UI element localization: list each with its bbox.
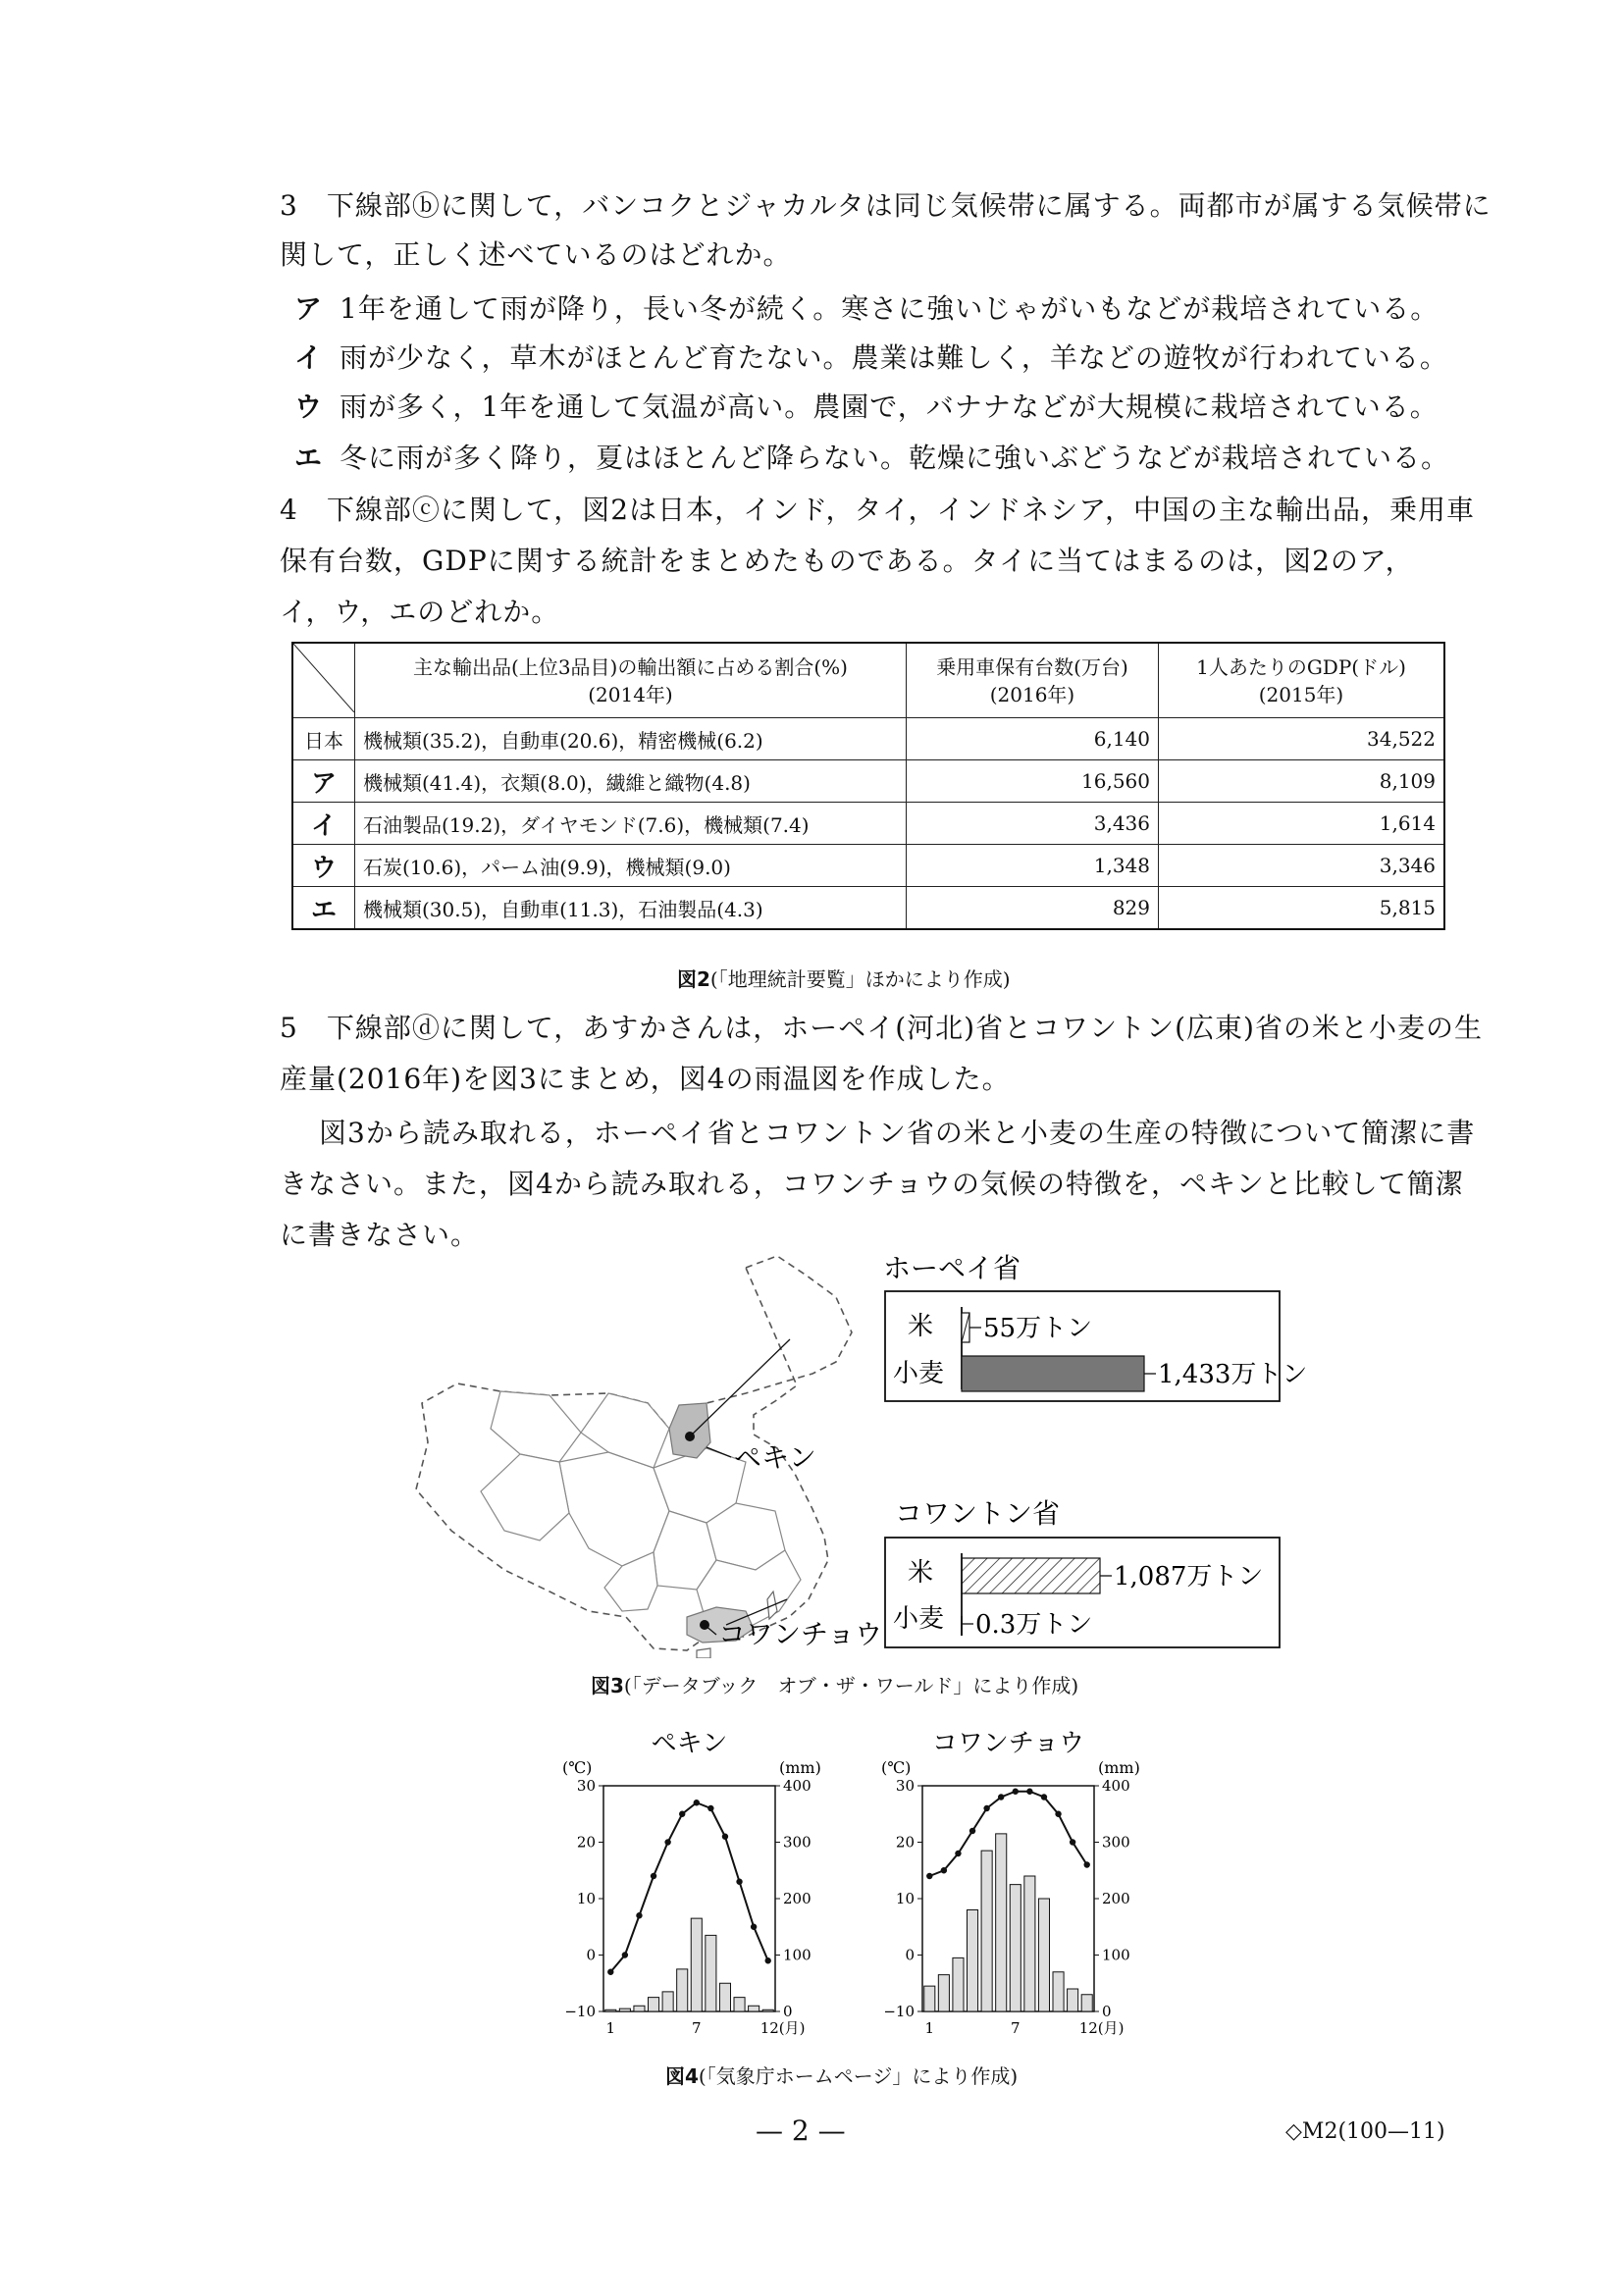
temperature-point [765, 1957, 771, 1963]
choice-text: 雨が多く，1年を通して気温が高い。農園で，バナナなどが大規模に栽培されている。 [340, 391, 1439, 423]
precipitation-bar [649, 1998, 659, 2011]
temperature-point [1026, 1789, 1032, 1795]
precipitation-bar [1038, 1899, 1049, 2011]
q4-line1: 4 下線部ⓒに関して，図2は日本，インド，タイ，インドネシア，中国の主な輸出品，乗用車 [280, 494, 1475, 526]
fig2-caption-number: 図2 [677, 967, 710, 991]
q3-choice-e [294, 439, 1449, 478]
fig3-caption-number: 図3 [591, 1674, 624, 1697]
hebei-rice-value: 55万トン [983, 1314, 1093, 1343]
row-label: ア [292, 760, 355, 803]
precipitation-bar [719, 1983, 730, 2011]
row-exports: 石油製品(19.2)，ダイヤモンド(7.6)，機械類(7.4) [355, 803, 907, 845]
temperature-point [651, 1873, 656, 1879]
hebei-wheat-bar [962, 1356, 1144, 1391]
fig3-caption [591, 1670, 1078, 1698]
guangdong-rice-bar [962, 1558, 1100, 1593]
header-exports-title: 主な輸出品(上位3品目)の輸出額に占める割合(%) [413, 654, 848, 679]
row-gdp: 1,614 [1159, 803, 1445, 845]
table-row [292, 887, 1444, 930]
header-gdp-title: 1人あたりのGDP(ドル) [1196, 654, 1406, 679]
left-axis-unit: (℃) [562, 1758, 593, 1777]
precipitation-bar [953, 1957, 964, 2011]
precipitation-bar [1024, 1876, 1035, 2011]
temperature-point [941, 1867, 947, 1873]
guangdong-title: コワントン省 [895, 1497, 1061, 1530]
right-tick-label: 300 [1102, 1833, 1130, 1852]
guangdong-rice-value: 1,087万トン [1114, 1562, 1264, 1592]
temperature-point [1084, 1861, 1090, 1867]
right-tick-label: 300 [783, 1833, 812, 1852]
left-tick-label: 20 [576, 1833, 596, 1852]
precipitation-bar [691, 1918, 702, 2011]
left-tick-label: 10 [576, 1890, 596, 1907]
precipitation-bar [762, 2009, 773, 2011]
choice-text: 雨が少なく，草木がほとんど育たない。農業は難しく，羊などの遊牧が行われている。 [340, 341, 1448, 374]
left-tick-label: 20 [895, 1833, 915, 1852]
temperature-point [707, 1805, 713, 1811]
header-cars-year: (2016年) [989, 682, 1075, 706]
precipitation-bar [605, 2009, 616, 2011]
right-axis-unit: (mm) [1098, 1758, 1140, 1777]
choice-label: ア [294, 292, 324, 325]
right-axis-unit: (mm) [779, 1758, 821, 1777]
q3-choice-a [294, 289, 1439, 329]
precipitation-bar [619, 2009, 630, 2011]
temperature-point [694, 1800, 700, 1805]
x-tick-label: 1 [605, 2019, 616, 2037]
plot-frame [603, 1786, 775, 2011]
temperature-point [955, 1851, 961, 1856]
temperature-point [607, 1969, 613, 1975]
right-tick-label: 0 [1102, 2003, 1112, 2020]
q5-line2: 産量(2016年)を図3にまとめ，図4の雨温図を作成した。 [280, 1063, 1011, 1095]
temperature-point [1013, 1789, 1019, 1795]
hebei-wheat-value: 1,433万トン [1158, 1360, 1308, 1389]
x-tick-label: 7 [1011, 2019, 1021, 2037]
header-gdp-year: (2015年) [1258, 682, 1344, 706]
temperature-point [751, 1924, 757, 1930]
left-tick-label: 10 [895, 1890, 915, 1907]
header-exports [355, 643, 907, 718]
guangzhou-label: コワンチョウ [718, 1618, 883, 1650]
q5-line3: 図3から読み取れる，ホーペイ省とコワントン省の米と小麦の生産の特徴について簡潔に書 [319, 1117, 1476, 1149]
header-gdp [1159, 643, 1445, 718]
precipitation-bar [1010, 1885, 1021, 2011]
x-tick-label: 1 [924, 2019, 935, 2037]
left-tick-label: 30 [576, 1777, 596, 1795]
header-cars-title: 乗用車保有台数(万台) [936, 654, 1128, 679]
x-tick-label: 12(月) [759, 2019, 806, 2037]
fig4-caption [665, 2061, 1018, 2089]
hebei-province-shape [669, 1403, 710, 1458]
guangdong-wheat-value: 0.3万トン [975, 1610, 1093, 1640]
precipitation-bar [662, 1992, 673, 2011]
temperature-point [983, 1805, 989, 1811]
q5-line4: きなさい。また，図4から読み取れる，コワンチョウの気候の特徴を，ペキンと比較して簡潔 [280, 1168, 1464, 1200]
hebei-rice-bar [962, 1313, 969, 1342]
left-axis-unit: (℃) [881, 1758, 912, 1777]
precipitation-bar [1053, 1972, 1064, 2011]
left-tick-label: −10 [564, 2003, 596, 2020]
row-cars: 829 [907, 887, 1159, 930]
row-exports: 石炭(10.6)，パーム油(9.9)，機械類(9.0) [355, 845, 907, 887]
temperature-point [1041, 1794, 1047, 1800]
table-corner-cell [292, 643, 355, 718]
q5-line1: 5 下線部ⓓに関して，あすかさんは，ホーペイ(河北)省とコワントン(広東)省の米と小麦の生 [280, 1012, 1483, 1044]
row-exports: 機械類(41.4)，衣類(8.0)，繊維と織物(4.8) [355, 760, 907, 803]
choice-text: 冬に雨が多く降り，夏はほとんど降らない。乾燥に強いぶどうなどが栽培されている。 [340, 442, 1450, 474]
row-cars: 6,140 [907, 718, 1159, 760]
hebei-wheat-label: 小麦 [893, 1359, 945, 1388]
choice-label: ウ [294, 391, 324, 423]
left-tick-label: 0 [586, 1946, 596, 1964]
right-tick-label: 200 [783, 1890, 812, 1907]
precipitation-bar [996, 1834, 1007, 2011]
row-label: ウ [292, 845, 355, 887]
precipitation-bar [677, 1969, 688, 2011]
statistics-table [291, 642, 1445, 930]
temperature-point [722, 1834, 728, 1840]
temperature-line [610, 1802, 767, 1972]
right-tick-label: 400 [1102, 1777, 1130, 1795]
exam-code: ◇M2(100—11) [1285, 2119, 1445, 2144]
hainan-shape [697, 1648, 710, 1658]
choice-text: 1年を通して雨が降り，長い冬が続く。寒さに強いじゃがいもなどが栽培されている。 [340, 292, 1440, 325]
temperature-point [664, 1839, 670, 1845]
precipitation-bar [924, 1986, 935, 2011]
row-gdp: 34,522 [1159, 718, 1445, 760]
fig2-caption [677, 964, 1011, 992]
q3-choice-u [294, 388, 1439, 427]
row-exports: 機械類(30.5)，自動車(11.3)，石油製品(4.3) [355, 887, 907, 930]
fig3-caption-source: (「データブック オブ・ザ・ワールド」により作成) [623, 1674, 1079, 1697]
row-gdp: 3,346 [1159, 845, 1445, 887]
row-exports: 機械類(35.2)，自動車(20.6)，精密機械(6.2) [355, 718, 907, 760]
temperature-point [636, 1912, 642, 1918]
temperature-point [1070, 1839, 1075, 1845]
header-cars [907, 643, 1159, 718]
beijing-climate-chart [562, 1729, 821, 2037]
row-cars: 16,560 [907, 760, 1159, 803]
diagonal-line [293, 644, 354, 712]
fig3-map-figure [412, 1246, 1335, 1658]
q3-prompt-line2: 関して，正しく述べているのはどれか。 [280, 238, 792, 271]
table-row [292, 845, 1444, 887]
temperature-point [1055, 1811, 1061, 1817]
precipitation-bar [634, 2006, 645, 2011]
temperature-point [926, 1873, 932, 1879]
left-tick-label: −10 [883, 2003, 915, 2020]
q3-prompt-line1: 3 下線部ⓑに関して，バンコクとジャカルタは同じ気候帯に属する。両都市が属する気候帯に [280, 189, 1492, 222]
q5-line5: に書きなさい。 [280, 1219, 480, 1251]
row-gdp: 5,815 [1159, 887, 1445, 930]
temperature-point [679, 1811, 685, 1817]
precipitation-bar [981, 1851, 992, 2011]
choice-label: エ [294, 442, 324, 474]
right-tick-label: 100 [783, 1946, 812, 1964]
fig2-caption-source: (「地理統計要覧」ほかにより作成) [709, 967, 1011, 991]
temperature-point [998, 1794, 1004, 1800]
right-tick-label: 0 [783, 2003, 793, 2020]
row-cars: 1,348 [907, 845, 1159, 887]
guangdong-rice-label: 米 [908, 1558, 934, 1588]
x-tick-label: 12(月) [1078, 2019, 1125, 2037]
row-gdp: 8,109 [1159, 760, 1445, 803]
temperature-point [622, 1952, 628, 1957]
page-number: — 2 — [756, 2114, 846, 2147]
precipitation-bar [734, 1998, 745, 2011]
table-row [292, 718, 1444, 760]
row-label: エ [292, 887, 355, 930]
left-tick-label: 0 [905, 1946, 915, 1964]
q4-line2: 保有台数，GDPに関する統計をまとめたものである。タイに当てはまるのは，図2のア， [280, 545, 1414, 577]
choice-label: イ [294, 341, 324, 374]
q3-choice-i [294, 339, 1448, 378]
guangdong-wheat-label: 小麦 [893, 1604, 945, 1634]
beijing-label: ペキン [734, 1441, 816, 1474]
fig4-caption-source: (「気象庁ホームページ」により作成) [698, 2064, 1019, 2088]
chart-title: コワンチョウ [931, 1729, 1085, 1758]
precipitation-bar [706, 1935, 716, 2011]
chart-title: ペキン [651, 1729, 728, 1758]
x-tick-label: 7 [692, 2019, 702, 2037]
precipitation-bar [1081, 1995, 1092, 2011]
hebei-title: ホーペイ省 [883, 1252, 1021, 1284]
precipitation-bar [968, 1910, 978, 2012]
table-row [292, 760, 1444, 803]
row-label: イ [292, 803, 355, 845]
temperature-line [929, 1792, 1086, 1876]
row-label: 日本 [292, 718, 355, 760]
precipitation-bar [749, 2006, 759, 2011]
table-row [292, 803, 1444, 845]
precipitation-bar [938, 1975, 949, 2011]
fig4-climate-charts [550, 1722, 1178, 2056]
right-tick-label: 400 [783, 1777, 812, 1795]
header-exports-year: (2014年) [588, 682, 673, 706]
fig4-caption-number: 図4 [665, 2064, 699, 2088]
right-tick-label: 200 [1102, 1890, 1130, 1907]
guangzhou-climate-chart [881, 1729, 1140, 2037]
precipitation-bar [1068, 1989, 1078, 2011]
hebei-rice-label: 米 [908, 1312, 934, 1341]
temperature-point [969, 1828, 975, 1834]
right-tick-label: 100 [1102, 1946, 1130, 1964]
q4-line3: イ，ウ，エのどれか。 [280, 596, 560, 628]
row-cars: 3,436 [907, 803, 1159, 845]
table-header-row [292, 643, 1444, 718]
temperature-point [736, 1879, 742, 1885]
left-tick-label: 30 [895, 1777, 915, 1795]
